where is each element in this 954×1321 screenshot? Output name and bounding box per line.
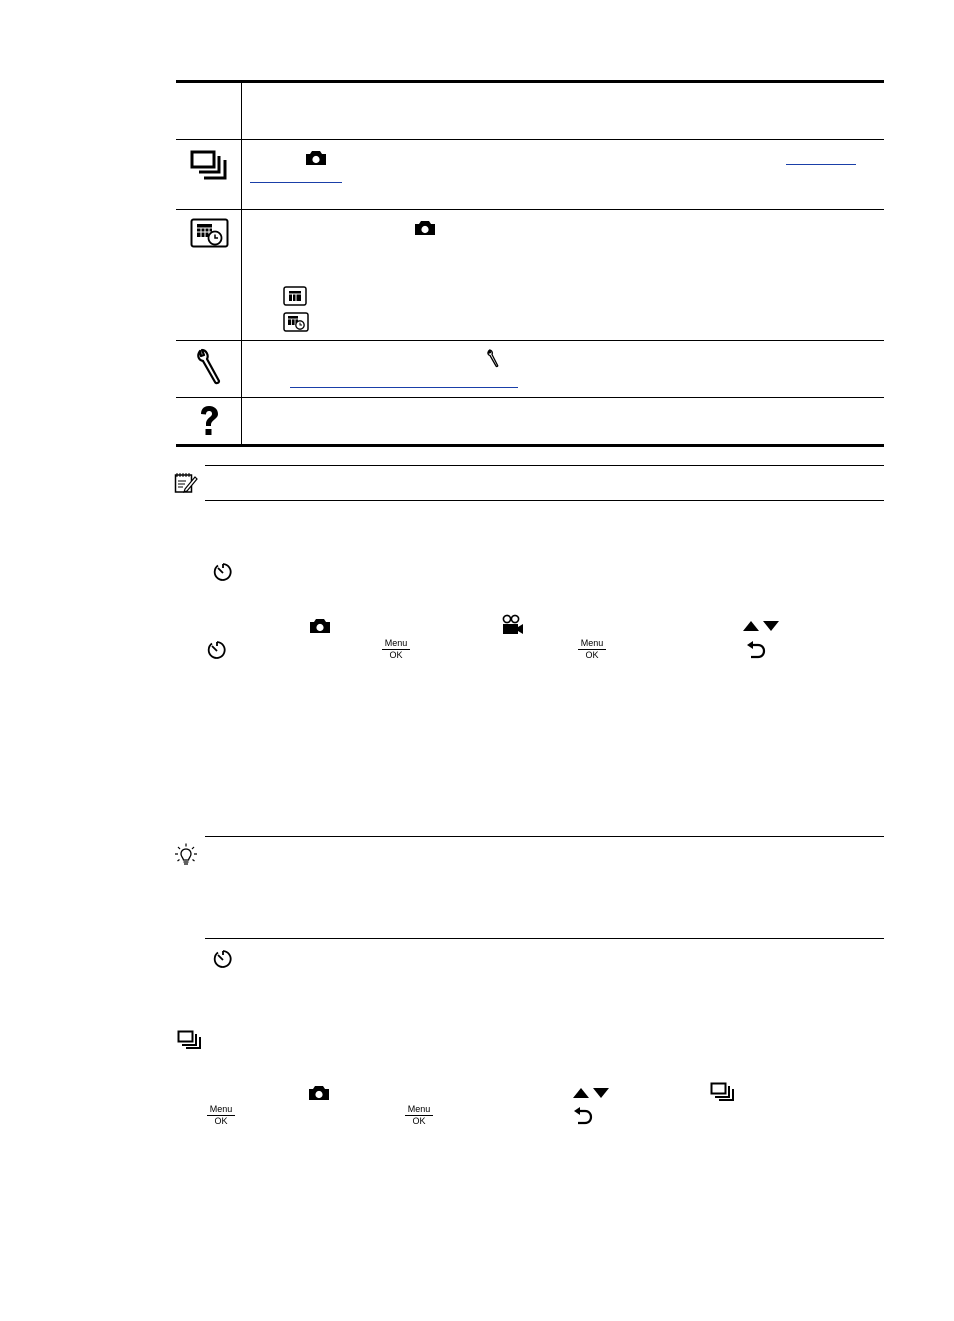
table-top-rule xyxy=(176,80,884,83)
camera-icon xyxy=(309,618,331,634)
table-bottom-rule xyxy=(176,444,884,447)
table-row-divider xyxy=(176,139,884,140)
self-timer-icon xyxy=(212,948,234,970)
up-down-arrows-icon xyxy=(742,620,780,632)
wrench-icon xyxy=(195,348,223,386)
lightbulb-tip-icon xyxy=(174,843,198,869)
table-column-divider xyxy=(241,83,242,446)
cross-reference-link[interactable] xyxy=(290,387,518,388)
table-row-divider xyxy=(176,340,884,341)
menu-ok-button-icon xyxy=(578,639,606,661)
camera-icon xyxy=(308,1085,330,1101)
tip-top-rule xyxy=(205,836,884,837)
date-stamp-icon xyxy=(283,286,307,306)
cross-reference-link[interactable] xyxy=(250,182,342,183)
date-time-stamp-icon xyxy=(190,218,230,248)
back-arrow-icon xyxy=(746,641,766,659)
table-row-divider xyxy=(176,209,884,210)
menu-label: Menu xyxy=(207,1105,235,1116)
burst-icon xyxy=(710,1082,736,1102)
menu-ok-button-icon xyxy=(382,639,410,661)
burst-icon xyxy=(190,150,230,180)
menu-label: Menu xyxy=(578,639,606,650)
date-time-stamp-icon xyxy=(283,312,309,332)
ok-label: OK xyxy=(585,650,599,660)
self-timer-icon xyxy=(212,561,234,583)
video-camera-icon xyxy=(501,614,525,636)
tip-bottom-rule xyxy=(205,938,884,939)
cross-reference-link[interactable] xyxy=(786,164,856,165)
note-top-rule xyxy=(205,465,884,466)
menu-label: Menu xyxy=(382,639,410,650)
note-icon xyxy=(174,472,198,494)
menu-label: Menu xyxy=(405,1105,433,1116)
self-timer-icon xyxy=(206,639,228,661)
up-down-arrows-icon xyxy=(572,1087,610,1099)
ok-label: OK xyxy=(389,650,403,660)
camera-icon xyxy=(414,220,436,236)
question-mark-icon xyxy=(197,405,221,437)
ok-label: OK xyxy=(412,1116,426,1126)
ok-label: OK xyxy=(214,1116,228,1126)
note-bottom-rule xyxy=(205,500,884,501)
wrench-icon xyxy=(486,349,500,368)
menu-ok-button-icon xyxy=(405,1105,433,1127)
camera-icon xyxy=(305,150,327,166)
table-row-divider xyxy=(176,397,884,398)
burst-icon xyxy=(177,1030,203,1050)
back-arrow-icon xyxy=(573,1107,593,1125)
menu-ok-button-icon xyxy=(207,1105,235,1127)
